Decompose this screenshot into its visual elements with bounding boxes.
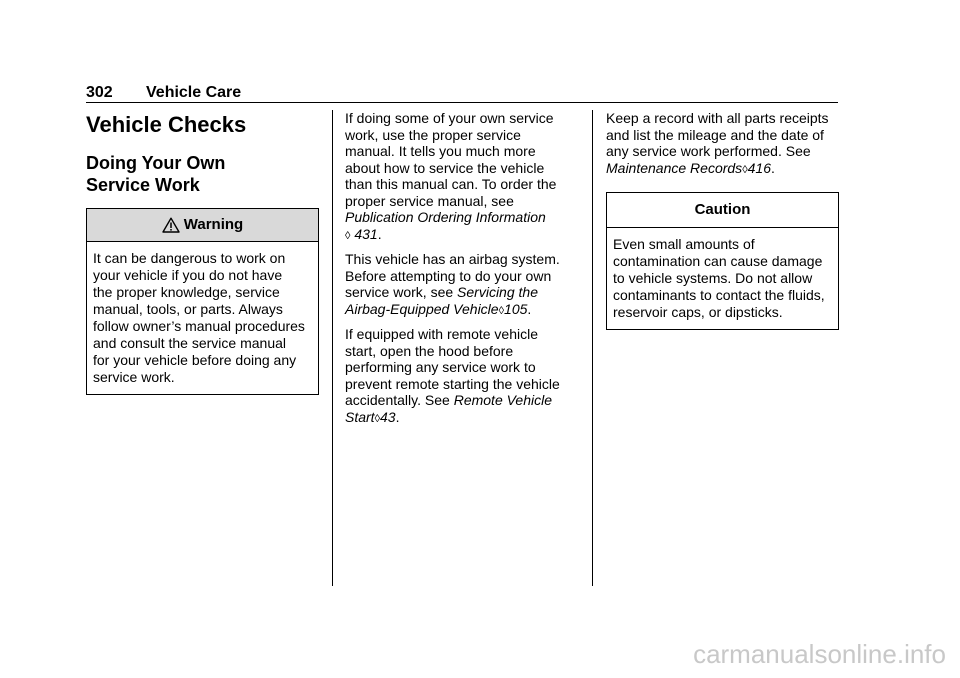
- paragraph-service-manual: [345, 110, 580, 244]
- text-line: Before attempting to do your own: [345, 267, 552, 284]
- paragraph-remote-start: [345, 326, 580, 427]
- caution-box: [606, 192, 839, 330]
- watermark: carmanualsonline.info: [693, 639, 946, 669]
- text-line: and list the mileage and the date of: [606, 126, 824, 143]
- xref-maintenance-records[interactable]: Maintenance Records: [606, 159, 743, 176]
- text-line: any service work performed. See: [606, 143, 811, 159]
- caution-title: Caution: [694, 200, 751, 218]
- warning-text-line: follow owner’s manual procedures: [93, 318, 305, 334]
- column-divider-2: [592, 110, 593, 586]
- text-line: start, open the hood before: [345, 342, 514, 359]
- punctuation: .: [377, 225, 382, 242]
- text-fragment: accidentally. See: [345, 392, 454, 408]
- text-line: than this manual can. To order the: [345, 176, 557, 192]
- warning-header: [87, 209, 318, 242]
- page-ref-arrow-icon: ◊: [498, 304, 505, 317]
- text-line: manual. It tells you much more: [345, 143, 536, 159]
- xref-servicing-airbag-b[interactable]: Airbag-Equipped Vehicle: [345, 300, 499, 317]
- paragraph-records: [606, 110, 839, 178]
- text-line: performing any service work to: [345, 359, 536, 375]
- xref-page-number[interactable]: 431: [354, 225, 378, 242]
- warning-box: [86, 208, 319, 395]
- xref-page-number[interactable]: 43: [380, 408, 396, 425]
- subsection-title: [86, 152, 319, 196]
- header-rule: [86, 102, 838, 103]
- text-line: prevent remote starting the vehicle: [345, 375, 560, 392]
- warning-body: [87, 242, 318, 394]
- column-divider-1: [332, 110, 333, 586]
- xref-remote-start-b[interactable]: Start: [345, 408, 375, 425]
- text-line: This vehicle has an airbag system.: [345, 251, 560, 267]
- warning-text-line: manual, tools, or parts. Always: [93, 301, 283, 317]
- text-line: If equipped with remote vehicle: [345, 326, 538, 342]
- column-2: [345, 110, 580, 434]
- warning-text-line: for your vehicle before doing any: [93, 352, 297, 368]
- page-ref-arrow-icon: ◊: [374, 412, 381, 425]
- caution-text-line: reservoir caps, or dipsticks.: [613, 304, 783, 320]
- column-1: [86, 110, 319, 395]
- warning-text-line: your vehicle if you do not have: [93, 267, 283, 283]
- text-fragment: service work, see: [345, 284, 458, 300]
- text-line: proper service manual, see: [345, 192, 514, 209]
- xref-publication-ordering[interactable]: Publication Ordering Information: [345, 209, 546, 225]
- caution-text-line: Even small amounts of: [613, 236, 755, 252]
- warning-text-line: and consult the service manual: [93, 335, 286, 351]
- page-number: 302: [86, 84, 113, 101]
- text-line: about how to service the vehicle: [345, 159, 545, 176]
- subsection-title-line: Doing Your Own: [86, 153, 226, 173]
- caution-body: [607, 228, 838, 329]
- warning-text-line: It can be dangerous to work on: [93, 250, 286, 266]
- punctuation: .: [527, 300, 532, 317]
- xref-remote-start-a[interactable]: Remote Vehicle: [453, 392, 553, 408]
- warning-text-line: service work.: [93, 369, 175, 385]
- column-3: [606, 110, 839, 330]
- xref-servicing-airbag-a[interactable]: Servicing the: [457, 284, 538, 300]
- caution-text-line: contamination can cause damage: [613, 253, 823, 269]
- page-ref-arrow-icon: ◊: [345, 229, 351, 242]
- punctuation: .: [770, 159, 775, 176]
- running-section-title: Vehicle Care: [146, 84, 242, 101]
- punctuation: .: [395, 408, 400, 425]
- section-title: Vehicle Checks: [86, 112, 247, 137]
- xref-page-number[interactable]: 105: [504, 300, 528, 317]
- xref-page-number[interactable]: 416: [747, 159, 771, 176]
- page-ref-arrow-icon: ◊: [742, 163, 748, 176]
- text-line: Keep a record with all parts receipts: [606, 110, 829, 126]
- warning-triangle-icon: [162, 217, 180, 233]
- text-line: work, use the proper service: [345, 126, 521, 143]
- text-line: If doing some of your own service: [345, 110, 554, 126]
- caution-header: [607, 193, 838, 228]
- caution-text-line: contaminants to contact the fluids,: [613, 287, 825, 303]
- page-header: [86, 84, 838, 102]
- caution-text-line: to vehicle systems. Do not allow: [613, 270, 813, 286]
- warning-title: Warning: [183, 215, 244, 233]
- paragraph-airbag: [345, 251, 580, 319]
- warning-text-line: the proper knowledge, service: [93, 284, 280, 300]
- subsection-title-line: Service Work: [86, 175, 200, 195]
